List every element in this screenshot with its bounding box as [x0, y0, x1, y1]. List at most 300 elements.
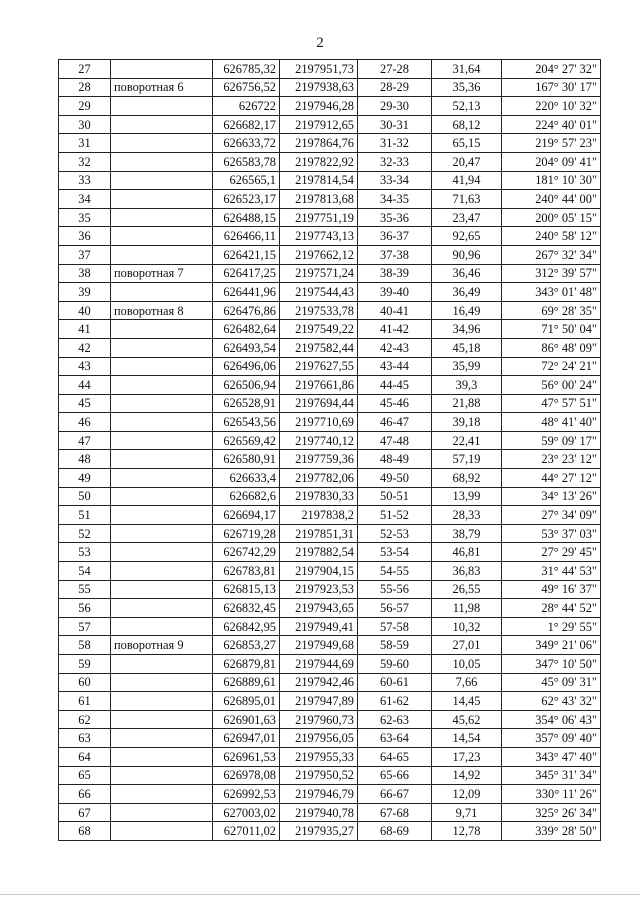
point-type-cell	[111, 692, 213, 711]
bearing-cell: 31° 44' 53"	[502, 562, 601, 581]
bearing-cell: 167° 30' 17"	[502, 78, 601, 97]
point-type-cell	[111, 320, 213, 339]
point-number-cell: 50	[59, 487, 111, 506]
table-row	[59, 171, 601, 190]
table-row	[59, 376, 601, 395]
x-coordinate-cell: 626496,06	[213, 357, 280, 376]
table-row	[59, 431, 601, 450]
table-row	[59, 115, 601, 134]
bearing-cell: 1° 29' 55"	[502, 617, 601, 636]
bearing-cell: 48° 41' 40"	[502, 413, 601, 432]
length-cell: 41,94	[432, 171, 502, 190]
point-number-cell: 64	[59, 747, 111, 766]
segment-cell: 29-30	[358, 97, 432, 116]
table-row	[59, 599, 601, 618]
point-type-cell	[111, 394, 213, 413]
table-body	[59, 60, 601, 841]
length-cell: 26,55	[432, 580, 502, 599]
segment-cell: 55-56	[358, 580, 432, 599]
segment-cell: 33-34	[358, 171, 432, 190]
segment-cell: 35-36	[358, 208, 432, 227]
x-coordinate-cell: 626466,11	[213, 227, 280, 246]
length-cell: 12,09	[432, 785, 502, 804]
point-number-cell: 56	[59, 599, 111, 618]
y-coordinate-cell: 2197923,53	[280, 580, 358, 599]
x-coordinate-cell: 627011,02	[213, 822, 280, 841]
y-coordinate-cell: 2197759,36	[280, 450, 358, 469]
y-coordinate-cell: 2197938,63	[280, 78, 358, 97]
x-coordinate-cell: 626441,96	[213, 283, 280, 302]
point-type-cell	[111, 245, 213, 264]
length-cell: 9,71	[432, 803, 502, 822]
segment-cell: 54-55	[358, 562, 432, 581]
point-number-cell: 34	[59, 190, 111, 209]
length-cell: 39,18	[432, 413, 502, 432]
table-row	[59, 766, 601, 785]
point-number-cell: 47	[59, 431, 111, 450]
table-row	[59, 394, 601, 413]
segment-cell: 47-48	[358, 431, 432, 450]
point-type-cell	[111, 97, 213, 116]
bearing-cell: 347° 10' 50"	[502, 655, 601, 674]
bearing-cell: 47° 57' 51"	[502, 394, 601, 413]
point-number-cell: 53	[59, 543, 111, 562]
point-number-cell: 32	[59, 152, 111, 171]
bearing-cell: 27° 34' 09"	[502, 506, 601, 525]
point-type-cell: поворотная 7	[111, 264, 213, 283]
bearing-cell: 343° 47' 40"	[502, 747, 601, 766]
y-coordinate-cell: 2197949,41	[280, 617, 358, 636]
point-number-cell: 55	[59, 580, 111, 599]
y-coordinate-cell: 2197940,78	[280, 803, 358, 822]
bearing-cell: 345° 31' 34"	[502, 766, 601, 785]
point-number-cell: 67	[59, 803, 111, 822]
point-type-cell	[111, 710, 213, 729]
point-type-cell	[111, 785, 213, 804]
bearing-cell: 34° 13' 26"	[502, 487, 601, 506]
x-coordinate-cell: 626421,15	[213, 245, 280, 264]
bearing-cell: 49° 16' 37"	[502, 580, 601, 599]
x-coordinate-cell: 626482,64	[213, 320, 280, 339]
table-row	[59, 487, 601, 506]
bearing-cell: 219° 57' 23"	[502, 134, 601, 153]
x-coordinate-cell: 626493,54	[213, 338, 280, 357]
y-coordinate-cell: 2197851,31	[280, 524, 358, 543]
length-cell: 46,81	[432, 543, 502, 562]
length-cell: 20,47	[432, 152, 502, 171]
y-coordinate-cell: 2197947,89	[280, 692, 358, 711]
point-type-cell	[111, 822, 213, 841]
point-number-cell: 43	[59, 357, 111, 376]
table-row	[59, 822, 601, 841]
length-cell: 36,46	[432, 264, 502, 283]
y-coordinate-cell: 2197864,76	[280, 134, 358, 153]
point-number-cell: 45	[59, 394, 111, 413]
x-coordinate-cell: 626842,95	[213, 617, 280, 636]
table-row	[59, 245, 601, 264]
table-row	[59, 562, 601, 581]
x-coordinate-cell: 626992,53	[213, 785, 280, 804]
table-row	[59, 450, 601, 469]
x-coordinate-cell: 626583,78	[213, 152, 280, 171]
segment-cell: 43-44	[358, 357, 432, 376]
bearing-cell: 240° 58' 12"	[502, 227, 601, 246]
segment-cell: 44-45	[358, 376, 432, 395]
y-coordinate-cell: 2197942,46	[280, 673, 358, 692]
table-row	[59, 320, 601, 339]
bearing-cell: 240° 44' 00"	[502, 190, 601, 209]
bearing-cell: 62° 43' 32"	[502, 692, 601, 711]
bearing-cell: 220° 10' 32"	[502, 97, 601, 116]
table-row	[59, 60, 601, 79]
table-row	[59, 543, 601, 562]
segment-cell: 63-64	[358, 729, 432, 748]
y-coordinate-cell: 2197912,65	[280, 115, 358, 134]
point-type-cell	[111, 543, 213, 562]
segment-cell: 34-35	[358, 190, 432, 209]
point-type-cell	[111, 115, 213, 134]
y-coordinate-cell: 2197751,19	[280, 208, 358, 227]
point-number-cell: 62	[59, 710, 111, 729]
point-type-cell	[111, 152, 213, 171]
length-cell: 45,18	[432, 338, 502, 357]
y-coordinate-cell: 2197943,65	[280, 599, 358, 618]
point-number-cell: 66	[59, 785, 111, 804]
point-number-cell: 59	[59, 655, 111, 674]
x-coordinate-cell: 626580,91	[213, 450, 280, 469]
point-type-cell	[111, 599, 213, 618]
segment-cell: 39-40	[358, 283, 432, 302]
segment-cell: 41-42	[358, 320, 432, 339]
segment-cell: 32-33	[358, 152, 432, 171]
x-coordinate-cell: 626895,01	[213, 692, 280, 711]
segment-cell: 53-54	[358, 543, 432, 562]
segment-cell: 64-65	[358, 747, 432, 766]
table-row	[59, 617, 601, 636]
point-type-cell	[111, 803, 213, 822]
bearing-cell: 204° 27' 32"	[502, 60, 601, 79]
x-coordinate-cell: 626785,32	[213, 60, 280, 79]
length-cell: 36,83	[432, 562, 502, 581]
bearing-cell: 357° 09' 40"	[502, 729, 601, 748]
segment-cell: 59-60	[358, 655, 432, 674]
y-coordinate-cell: 2197627,55	[280, 357, 358, 376]
point-type-cell: поворотная 9	[111, 636, 213, 655]
segment-cell: 48-49	[358, 450, 432, 469]
segment-cell: 65-66	[358, 766, 432, 785]
point-number-cell: 41	[59, 320, 111, 339]
length-cell: 10,32	[432, 617, 502, 636]
x-coordinate-cell: 626879,81	[213, 655, 280, 674]
y-coordinate-cell: 2197838,2	[280, 506, 358, 525]
length-cell: 14,45	[432, 692, 502, 711]
y-coordinate-cell: 2197950,52	[280, 766, 358, 785]
point-type-cell	[111, 469, 213, 488]
y-coordinate-cell: 2197662,12	[280, 245, 358, 264]
length-cell: 22,41	[432, 431, 502, 450]
y-coordinate-cell: 2197661,86	[280, 376, 358, 395]
table-row	[59, 78, 601, 97]
point-number-cell: 38	[59, 264, 111, 283]
x-coordinate-cell: 626815,13	[213, 580, 280, 599]
y-coordinate-cell: 2197710,69	[280, 413, 358, 432]
point-type-cell	[111, 524, 213, 543]
y-coordinate-cell: 2197814,54	[280, 171, 358, 190]
bearing-cell: 181° 10' 30"	[502, 171, 601, 190]
point-number-cell: 68	[59, 822, 111, 841]
bearing-cell: 325° 26' 34"	[502, 803, 601, 822]
bearing-cell: 59° 09' 17"	[502, 431, 601, 450]
length-cell: 11,98	[432, 599, 502, 618]
x-coordinate-cell: 626742,29	[213, 543, 280, 562]
x-coordinate-cell: 626633,72	[213, 134, 280, 153]
bearing-cell: 45° 09' 31"	[502, 673, 601, 692]
table-row	[59, 227, 601, 246]
segment-cell: 40-41	[358, 301, 432, 320]
point-number-cell: 28	[59, 78, 111, 97]
length-cell: 35,99	[432, 357, 502, 376]
table-row	[59, 747, 601, 766]
point-type-cell	[111, 376, 213, 395]
segment-cell: 42-43	[358, 338, 432, 357]
point-number-cell: 57	[59, 617, 111, 636]
point-number-cell: 63	[59, 729, 111, 748]
table-row	[59, 580, 601, 599]
point-type-cell	[111, 766, 213, 785]
bearing-cell: 69° 28' 35"	[502, 301, 601, 320]
point-number-cell: 27	[59, 60, 111, 79]
length-cell: 21,88	[432, 394, 502, 413]
segment-cell: 27-28	[358, 60, 432, 79]
segment-cell: 37-38	[358, 245, 432, 264]
table-row	[59, 729, 601, 748]
table-row	[59, 264, 601, 283]
point-number-cell: 60	[59, 673, 111, 692]
table-row	[59, 338, 601, 357]
point-number-cell: 48	[59, 450, 111, 469]
point-type-cell	[111, 60, 213, 79]
table-row	[59, 97, 601, 116]
length-cell: 57,19	[432, 450, 502, 469]
segment-cell: 66-67	[358, 785, 432, 804]
x-coordinate-cell: 626476,86	[213, 301, 280, 320]
point-number-cell: 30	[59, 115, 111, 134]
bearing-cell: 23° 23' 12"	[502, 450, 601, 469]
length-cell: 68,92	[432, 469, 502, 488]
x-coordinate-cell: 626722	[213, 97, 280, 116]
point-type-cell	[111, 338, 213, 357]
length-cell: 52,13	[432, 97, 502, 116]
bearing-cell: 339° 28' 50"	[502, 822, 601, 841]
table-row	[59, 506, 601, 525]
point-type-cell	[111, 413, 213, 432]
table-row	[59, 283, 601, 302]
table-row	[59, 785, 601, 804]
coordinates-table	[58, 59, 601, 841]
x-coordinate-cell: 626569,42	[213, 431, 280, 450]
point-number-cell: 46	[59, 413, 111, 432]
table-row	[59, 301, 601, 320]
x-coordinate-cell: 626682,6	[213, 487, 280, 506]
length-cell: 13,99	[432, 487, 502, 506]
segment-cell: 50-51	[358, 487, 432, 506]
y-coordinate-cell: 2197960,73	[280, 710, 358, 729]
segment-cell: 46-47	[358, 413, 432, 432]
bearing-cell: 349° 21' 06"	[502, 636, 601, 655]
length-cell: 28,33	[432, 506, 502, 525]
segment-cell: 60-61	[358, 673, 432, 692]
table-row	[59, 673, 601, 692]
bearing-cell: 56° 00' 24"	[502, 376, 601, 395]
length-cell: 45,62	[432, 710, 502, 729]
x-coordinate-cell: 626565,1	[213, 171, 280, 190]
page-number: 2	[316, 35, 324, 51]
point-number-cell: 58	[59, 636, 111, 655]
y-coordinate-cell: 2197955,33	[280, 747, 358, 766]
x-coordinate-cell: 627003,02	[213, 803, 280, 822]
segment-cell: 38-39	[358, 264, 432, 283]
bearing-cell: 224° 40' 01"	[502, 115, 601, 134]
segment-cell: 67-68	[358, 803, 432, 822]
segment-cell: 36-37	[358, 227, 432, 246]
point-type-cell	[111, 655, 213, 674]
point-number-cell: 61	[59, 692, 111, 711]
length-cell: 39,3	[432, 376, 502, 395]
y-coordinate-cell: 2197949,68	[280, 636, 358, 655]
segment-cell: 58-59	[358, 636, 432, 655]
x-coordinate-cell: 626853,27	[213, 636, 280, 655]
point-type-cell	[111, 487, 213, 506]
x-coordinate-cell: 626417,25	[213, 264, 280, 283]
point-type-cell	[111, 729, 213, 748]
length-cell: 90,96	[432, 245, 502, 264]
table-row	[59, 134, 601, 153]
point-number-cell: 36	[59, 227, 111, 246]
x-coordinate-cell: 626633,4	[213, 469, 280, 488]
bearing-cell: 72° 24' 21"	[502, 357, 601, 376]
table-row	[59, 803, 601, 822]
segment-cell: 30-31	[358, 115, 432, 134]
length-cell: 16,49	[432, 301, 502, 320]
y-coordinate-cell: 2197533,78	[280, 301, 358, 320]
y-coordinate-cell: 2197904,15	[280, 562, 358, 581]
x-coordinate-cell: 626901,63	[213, 710, 280, 729]
y-coordinate-cell: 2197582,44	[280, 338, 358, 357]
bearing-cell: 343° 01' 48"	[502, 283, 601, 302]
table-row	[59, 710, 601, 729]
x-coordinate-cell: 626488,15	[213, 208, 280, 227]
bearing-cell: 27° 29' 45"	[502, 543, 601, 562]
point-type-cell	[111, 171, 213, 190]
length-cell: 14,54	[432, 729, 502, 748]
point-type-cell	[111, 208, 213, 227]
table-row	[59, 413, 601, 432]
y-coordinate-cell: 2197544,43	[280, 283, 358, 302]
x-coordinate-cell: 626832,45	[213, 599, 280, 618]
length-cell: 68,12	[432, 115, 502, 134]
table-row	[59, 357, 601, 376]
point-type-cell	[111, 673, 213, 692]
y-coordinate-cell: 2197935,27	[280, 822, 358, 841]
table-row	[59, 190, 601, 209]
table-row	[59, 208, 601, 227]
bearing-cell: 204° 09' 41"	[502, 152, 601, 171]
table-row	[59, 152, 601, 171]
length-cell: 38,79	[432, 524, 502, 543]
table-row	[59, 655, 601, 674]
length-cell: 17,23	[432, 747, 502, 766]
y-coordinate-cell: 2197694,44	[280, 394, 358, 413]
segment-cell: 62-63	[358, 710, 432, 729]
table-row	[59, 469, 601, 488]
bearing-cell: 267° 32' 34"	[502, 245, 601, 264]
point-type-cell	[111, 450, 213, 469]
segment-cell: 28-29	[358, 78, 432, 97]
point-number-cell: 42	[59, 338, 111, 357]
point-number-cell: 52	[59, 524, 111, 543]
x-coordinate-cell: 626719,28	[213, 524, 280, 543]
y-coordinate-cell: 2197946,79	[280, 785, 358, 804]
x-coordinate-cell: 626523,17	[213, 190, 280, 209]
bearing-cell: 53° 37' 03"	[502, 524, 601, 543]
point-type-cell: поворотная 8	[111, 301, 213, 320]
x-coordinate-cell: 626694,17	[213, 506, 280, 525]
x-coordinate-cell: 626947,01	[213, 729, 280, 748]
length-cell: 65,15	[432, 134, 502, 153]
y-coordinate-cell: 2197740,12	[280, 431, 358, 450]
x-coordinate-cell: 626961,53	[213, 747, 280, 766]
point-type-cell	[111, 431, 213, 450]
length-cell: 27,01	[432, 636, 502, 655]
length-cell: 23,47	[432, 208, 502, 227]
x-coordinate-cell: 626783,81	[213, 562, 280, 581]
point-type-cell	[111, 617, 213, 636]
x-coordinate-cell: 626978,08	[213, 766, 280, 785]
point-number-cell: 33	[59, 171, 111, 190]
table-row	[59, 636, 601, 655]
segment-cell: 61-62	[358, 692, 432, 711]
point-number-cell: 40	[59, 301, 111, 320]
length-cell: 31,64	[432, 60, 502, 79]
length-cell: 10,05	[432, 655, 502, 674]
length-cell: 35,36	[432, 78, 502, 97]
point-type-cell	[111, 190, 213, 209]
y-coordinate-cell: 2197571,24	[280, 264, 358, 283]
segment-cell: 45-46	[358, 394, 432, 413]
point-type-cell	[111, 747, 213, 766]
y-coordinate-cell: 2197743,13	[280, 227, 358, 246]
y-coordinate-cell: 2197822,92	[280, 152, 358, 171]
bottom-rule	[0, 894, 640, 895]
length-cell: 7,66	[432, 673, 502, 692]
length-cell: 71,63	[432, 190, 502, 209]
length-cell: 14,92	[432, 766, 502, 785]
bearing-cell: 354° 06' 43"	[502, 710, 601, 729]
x-coordinate-cell: 626543,56	[213, 413, 280, 432]
bearing-cell: 330° 11' 26"	[502, 785, 601, 804]
point-type-cell	[111, 506, 213, 525]
y-coordinate-cell: 2197946,28	[280, 97, 358, 116]
segment-cell: 49-50	[358, 469, 432, 488]
point-type-cell	[111, 562, 213, 581]
point-type-cell: поворотная 6	[111, 78, 213, 97]
y-coordinate-cell: 2197951,73	[280, 60, 358, 79]
point-number-cell: 31	[59, 134, 111, 153]
point-type-cell	[111, 134, 213, 153]
table-row	[59, 692, 601, 711]
point-type-cell	[111, 357, 213, 376]
y-coordinate-cell: 2197882,54	[280, 543, 358, 562]
